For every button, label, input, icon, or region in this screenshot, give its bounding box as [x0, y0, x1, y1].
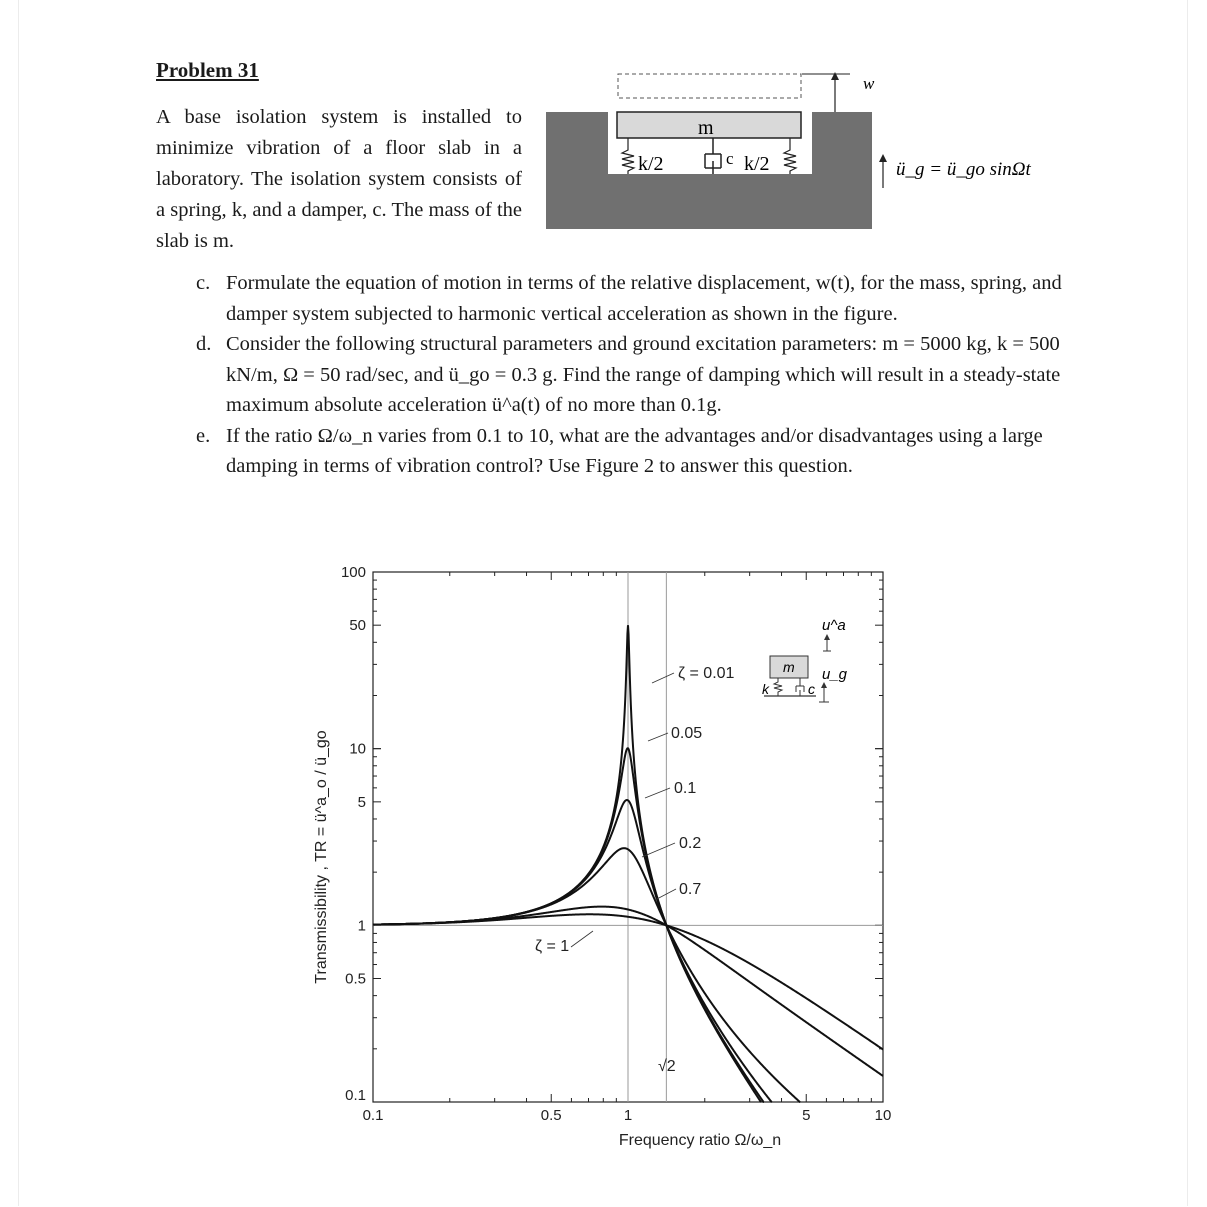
x-tick-label: 0.1	[362, 1107, 384, 1124]
mass-label: m	[698, 117, 714, 139]
inset-mass-label: m	[783, 659, 795, 675]
inset-response-label: u^a	[822, 617, 846, 634]
spring-left-icon	[622, 138, 634, 174]
sqrt2-annotation: √2	[658, 1058, 676, 1075]
question-letter: c.	[196, 272, 211, 294]
question-text: If the ratio Ω/ω_n varies from 0.1 to 10, what are the advantages and/or disadvantages using a large damping in terms of vibration control? Use Figure 2 to answer this question.	[226, 424, 1043, 477]
annotation-leader	[655, 889, 676, 900]
curve-zeta-0_1	[373, 800, 772, 1102]
damper-label: c	[726, 149, 734, 168]
curve-annotation: 0.2	[679, 835, 702, 852]
y-tick-label: 10	[349, 740, 366, 758]
inset-sdof-diagram	[762, 617, 848, 702]
question-letter: d.	[196, 333, 212, 355]
x-tick-label: 5	[802, 1107, 811, 1124]
arrow-up-icon	[879, 154, 887, 162]
spring-right-icon	[784, 138, 796, 174]
questions-list	[196, 268, 1076, 482]
spring-left-label: k/2	[638, 153, 664, 175]
annotation-leader	[642, 843, 675, 857]
damper-icon	[705, 138, 721, 174]
question-item	[196, 421, 1076, 482]
x-tick-label: 1	[623, 1107, 633, 1124]
curve-annotation: ζ = 0.01	[678, 665, 735, 682]
transmissibility-chart	[300, 555, 920, 1165]
annotation-leader	[648, 733, 668, 741]
y-tick-label: 5	[357, 793, 366, 811]
y-tick-label: 1	[357, 917, 366, 935]
question-item	[196, 268, 1076, 329]
y-tick-label: 0.5	[345, 970, 366, 988]
displacement-label: w	[863, 74, 875, 93]
problem-title: Problem 31	[156, 58, 259, 82]
curve-annotation: 0.7	[679, 881, 702, 898]
spring-right-label: k/2	[744, 153, 770, 175]
question-text: Formulate the equation of motion in terms of the relative displacement, w(t), for the mass, spring, and damper system subjected to harmonic vertical acceleration as shown in the figure.	[226, 272, 1062, 325]
x-tick-label: 0.5	[540, 1107, 562, 1124]
problem-intro	[156, 102, 522, 257]
inset-spring-icon	[774, 678, 782, 696]
inset-ground-label: u_g	[822, 666, 848, 683]
isolation-setup-figure	[540, 64, 1060, 239]
arrow-up-icon	[831, 72, 839, 80]
annotation-leader	[652, 673, 674, 683]
y-tick-label: 50	[349, 617, 366, 635]
x-tick-label: 10	[874, 1107, 892, 1124]
curve-zeta-0_01	[373, 625, 761, 1102]
inset-damper-icon	[796, 678, 804, 696]
arrow-up-icon	[824, 634, 830, 640]
curve-annotation: 0.05	[671, 725, 703, 742]
inset-spring-label: k	[762, 681, 769, 697]
annotation-leader	[571, 931, 593, 947]
y-tick-label: 0.1	[345, 1087, 366, 1104]
x-axis-title: Frequency ratio Ω/ω_n	[618, 1132, 782, 1149]
displaced-outline	[618, 74, 801, 98]
curve-annotation: ζ = 1	[535, 938, 570, 955]
question-text: Consider the following structural parameters and ground excitation parameters: m = 5000 kg, k = 500 kN/m, Ω = 50 rad/sec, and ü_go = 0.3 g. Find the range of damping which will result in a steady-state maximum absolute acceleration ü^a(t) of no more than 0.1g.	[226, 333, 1061, 416]
question-letter: e.	[196, 424, 211, 447]
intro-paragraph: A base isolation system is installed to minimize vibration of a floor slab in a laboratory. The isolation system consists of a spring, k, and a damper, c. The mass of the slab is m.	[156, 106, 522, 252]
curve-annotation: 0.1	[674, 780, 697, 797]
y-axis-title: Transmissibility , TR = ü^a_o / ü_go	[313, 730, 330, 984]
y-tick-label: 100	[340, 564, 366, 581]
inset-damper-label: c	[808, 681, 815, 697]
question-item	[196, 329, 1076, 421]
excitation-label: ü_g = ü_go sinΩt	[896, 159, 1031, 180]
